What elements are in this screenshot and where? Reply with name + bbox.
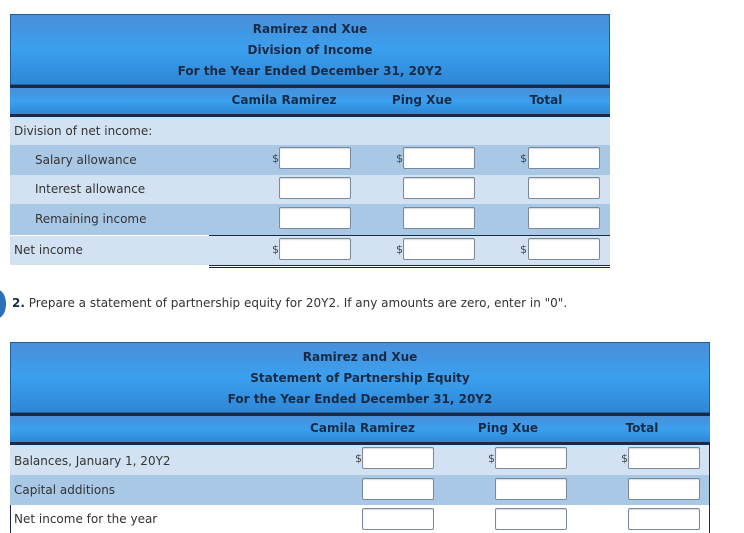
interest-total-input[interactable] — [528, 177, 600, 199]
equity-column-header — [10, 413, 710, 445]
table-row — [10, 145, 610, 175]
section-label-row — [10, 117, 610, 145]
row-label: Capital additions — [14, 483, 116, 497]
dollar-sign: $ — [488, 452, 495, 465]
netincome-ramirez-input[interactable] — [279, 238, 351, 260]
row-label: Interest allowance — [35, 182, 146, 196]
dollar-sign: $ — [355, 452, 362, 465]
table-row — [10, 505, 710, 533]
remaining-total-input[interactable] — [528, 207, 600, 229]
dollar-sign: $ — [272, 243, 279, 256]
row-label: Net income for the year — [14, 512, 158, 526]
dollar-sign: $ — [621, 452, 628, 465]
company-name: Ramirez and Xue — [252, 22, 368, 36]
balance-xue-input[interactable] — [495, 447, 567, 469]
instruction-number: 2. — [12, 296, 25, 310]
col-total: Total — [529, 93, 563, 107]
question-marker — [0, 290, 6, 318]
division-of-income-table — [10, 14, 610, 268]
section-label: Division of net income: — [14, 124, 153, 138]
col-ping-xue: Ping Xue — [477, 421, 539, 435]
additions-total-input[interactable] — [628, 478, 700, 500]
salary-ramirez-input[interactable] — [279, 147, 351, 169]
balance-ramirez-input[interactable] — [362, 447, 434, 469]
dollar-sign: $ — [396, 243, 403, 256]
statement-title: Division of Income — [247, 43, 373, 57]
interest-xue-input[interactable] — [403, 177, 475, 199]
statement-title: Statement of Partnership Equity — [250, 371, 470, 385]
col-camila-ramirez: Camila Ramirez — [231, 93, 337, 107]
right-border — [709, 445, 710, 533]
partnership-equity-table — [10, 342, 710, 533]
row-label: Salary allowance — [35, 153, 137, 167]
dollar-sign: $ — [272, 152, 279, 165]
balance-total-input[interactable] — [628, 447, 700, 469]
netincome-total-input[interactable] — [528, 238, 600, 260]
income-table-header — [10, 14, 610, 85]
income-column-header — [10, 85, 610, 117]
netincome-xue-input[interactable] — [403, 238, 475, 260]
col-ping-xue: Ping Xue — [391, 93, 453, 107]
col-total: Total — [625, 421, 659, 435]
netincome-total-input[interactable] — [628, 508, 700, 530]
statement-period: For the Year Ended December 31, 20Y2 — [227, 392, 493, 406]
interest-ramirez-input[interactable] — [279, 177, 351, 199]
table-row — [10, 475, 710, 505]
double-underline — [209, 265, 610, 266]
salary-total-input[interactable] — [528, 147, 600, 169]
netincome-ramirez-input[interactable] — [362, 508, 434, 530]
additions-ramirez-input[interactable] — [362, 478, 434, 500]
table-row — [10, 236, 610, 265]
remaining-ramirez-input[interactable] — [279, 207, 351, 229]
row-label: Remaining income — [35, 212, 147, 226]
table-row — [10, 204, 610, 235]
row-label: Balances, January 1, 20Y2 — [14, 454, 171, 468]
statement-period: For the Year Ended December 31, 20Y2 — [177, 64, 443, 78]
company-name: Ramirez and Xue — [302, 350, 418, 364]
instruction-text — [12, 296, 567, 310]
remaining-xue-input[interactable] — [403, 207, 475, 229]
instruction-body: Prepare a statement of partnership equity for 20Y2. If any amounts are zero, enter in "0". — [28, 296, 568, 310]
row-label: Net income — [14, 243, 83, 257]
salary-xue-input[interactable] — [403, 147, 475, 169]
additions-xue-input[interactable] — [495, 478, 567, 500]
dollar-sign: $ — [520, 152, 527, 165]
dollar-sign: $ — [520, 243, 527, 256]
double-underline — [209, 267, 610, 268]
col-camila-ramirez: Camila Ramirez — [310, 421, 415, 435]
dollar-sign: $ — [396, 152, 403, 165]
table-row — [10, 175, 610, 204]
netincome-xue-input[interactable] — [495, 508, 567, 530]
table-row — [10, 445, 710, 475]
equity-table-header — [10, 342, 710, 413]
